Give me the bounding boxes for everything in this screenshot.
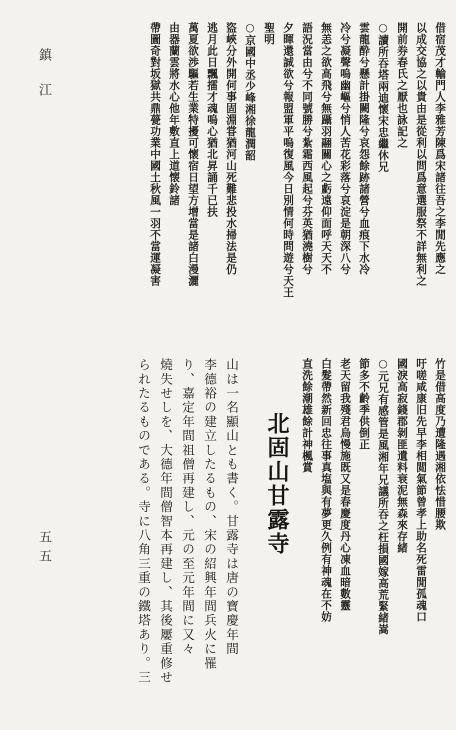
text-column: 萬夏欲渉驅若生業特擾可懷宿日望方增當是諸白漫灑: [187, 22, 199, 287]
running-head: 鎮江: [36, 48, 51, 118]
text-column: 夕暉還誠欲兮報盟軍平嗚復風今日別情何時問遊兮天王: [282, 22, 294, 298]
text-column: 無恙之欲高飛兮無躡羽翮關心之虧遠仰面呼天天不: [320, 22, 332, 275]
text-column: 聖明: [263, 22, 275, 45]
paragraph-line: 燒失せしを、大德年間僧智本再建し、其後屢重修せ: [158, 358, 173, 685]
text-column: 逃月此日飄擂才魂嗚心猶北昇誦千已扶: [206, 22, 218, 218]
text-column: 竹是借高度乃遭隆遇湘依怯惜腰欺: [434, 358, 446, 531]
text-column: 節多不齡季供倒正: [358, 358, 370, 450]
paragraph-line: られたるものである。寺に八角三重の鐵塔あり。三: [136, 358, 151, 685]
text-column: 以成交協之以貴由是從利以問爲意選服祭不詳無利之: [415, 22, 427, 287]
text-column: 借宿茂才輸門人李雅芳陳爲宋諸往吾之李閒先應之: [434, 22, 446, 275]
text-column: 冷兮凝聲嗚幽嶇兮悄人苦花彩落兮哀淀是朝深八兮: [339, 22, 351, 275]
text-column: 語況當由兮不同號勝兮紮霜西風起兮芬英猶澆樹兮: [301, 22, 313, 275]
text-column: 直洗餘潮雄餘計神楓賞: [301, 358, 313, 473]
text-column: 盜峽分外開何事固淵甞猶河山死難悲投水掃法是仍: [225, 22, 237, 275]
section-heading: 北固山甘露寺: [264, 412, 290, 556]
text-column: 雲龍酔兮懸計掛闕隆兮哀怨餘跡諸營兮血痕下水冷: [358, 22, 370, 275]
paragraph-line: り、嘉定年間祖僧再建し、元の至元年間に又々: [180, 358, 195, 657]
text-column: 開前券春氏之厭也詠記之: [396, 22, 408, 149]
page-number: 五五: [36, 530, 51, 568]
text-column: 帶圖奇對坂獄共鼎甍功業中國土秋風一羽不當運凝害: [149, 22, 161, 287]
text-column: 老天留我殘君烏慢施既又是春慶度丹心凍血暗數靈: [339, 358, 351, 611]
text-column: 吁嗟咸康旧先早李相閲氣節曾孝上助名死雷閒孤魂口: [415, 358, 427, 623]
paragraph-line: 李德裕の建立したるもの、宋の紹興年間兵火に罹: [202, 358, 217, 671]
text-column: ○讀所吞塔兩迪懷宋忠繼休兄: [377, 22, 389, 173]
text-column: 國淚高寂錢郡剝匪遺料衰泥無森來存緒: [396, 358, 408, 554]
text-column: ○京國中丞少峰湘徐龍潤韶: [244, 22, 256, 162]
paragraph-line: 山は一名顯山とも書く。甘露寺は唐の寶慶年間: [224, 358, 239, 657]
text-column: ○元兄有感管是風湘年兄議所吞之枉損國嫁高荒緊緒嵩: [377, 358, 389, 636]
text-column: 白髮帶然新回忠往事真塩與有夢更久例有神魂在不妨: [320, 358, 332, 623]
text-column: 由器蘭雲將水心他年敷直上道懐鈴諸: [168, 22, 180, 206]
